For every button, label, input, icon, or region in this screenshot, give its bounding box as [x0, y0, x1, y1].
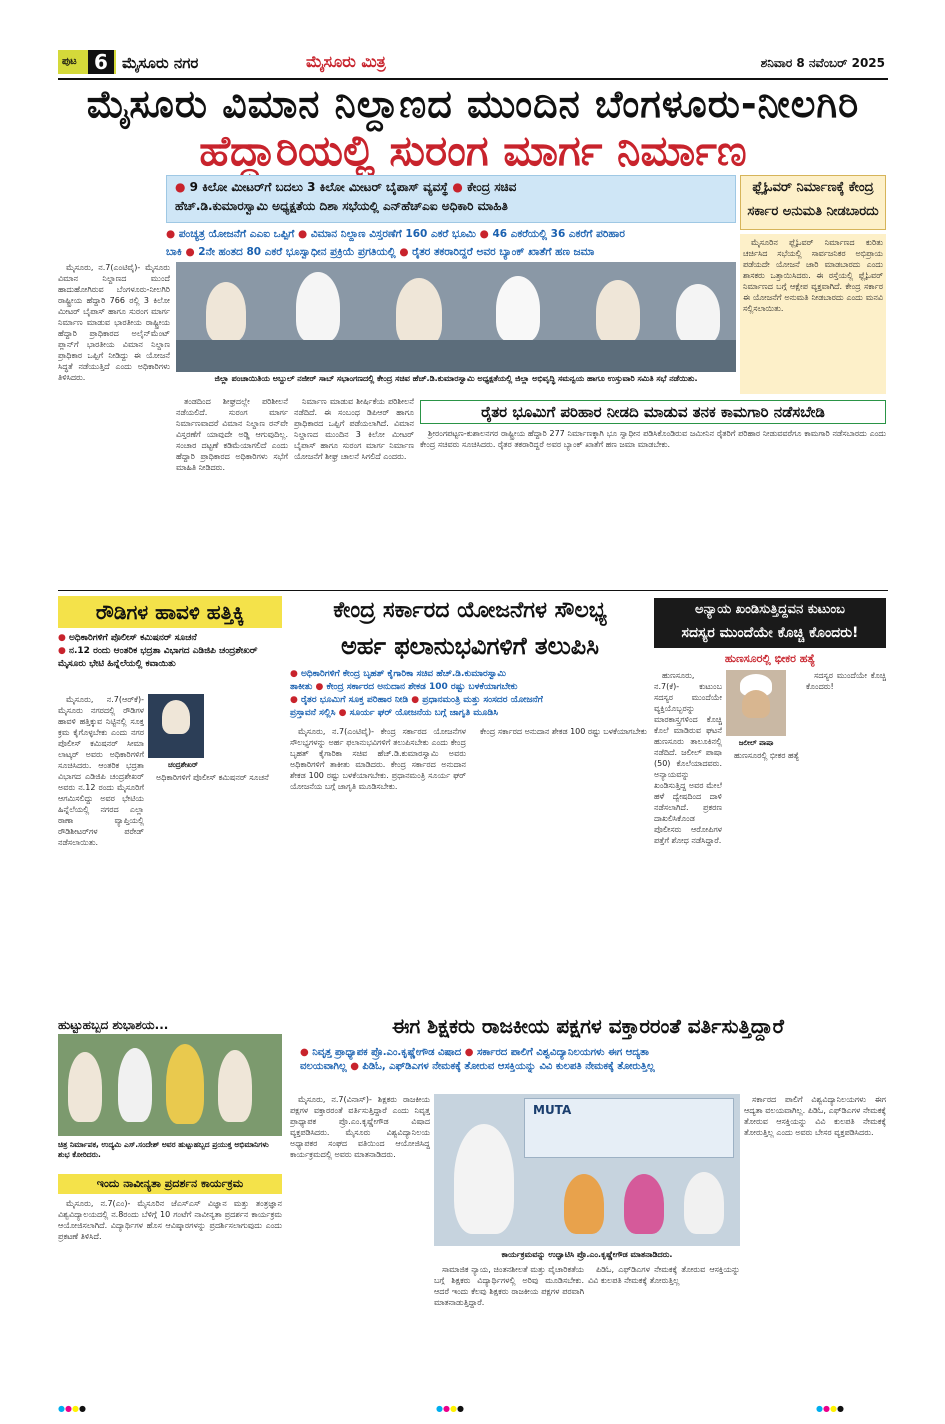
lead-body-col3-text: ನಿರ್ಮಾಣ ಮಾಡುವ ಶೀರ್ಷಿಕೆಯ ಪರಿಶೀಲನೆ ನಡೆದಿದೆ. ಈ ಸಂಬಂಧ ಡಿಪಿಆರ್ ಹಾಗೂ ಪ್ರಾಧಿಕಾರದ ಒಪ್ಪಿಗೆ ಪಡೆಯಲಾಗಿದೆ. ವಿಮಾನ ನಿಲ್ದಾಣದ ಮುಂದಿನ 3 ಕಿಲೋ ಮೀಟರ್ ಬೈಪಾಸ್ ಹಾಗೂ ಸುರಂಗ ಮಾರ್ಗ ನಿರ್ಮಾಣ ಯೋಜನೆಗೆ ಶೀಘ್ರ ಚಾಲನೆ ಸಿಗಲಿದೆ ಎಂದರು.	[294, 397, 414, 461]
photo-person	[68, 1052, 102, 1122]
yellow-dot-icon: ●	[829, 1404, 837, 1413]
rowdy-body-text: ಮೈಸೂರು, ನ.7(ಆರ್‌ಕೆ)- ಮೈಸೂರು ನಗರದಲ್ಲಿ ರೌಡಿಗಳ ಹಾವಳಿ ಹತ್ತಿಕ್ಕುವ ನಿಟ್ಟಿನಲ್ಲಿ ಸೂಕ್ತ ಕ್ರಮ ಕೈಗೊಳ್ಳಬೇಕು ಎಂದು ನಗರ ಪೊಲೀಸ್ ಕಮಿಷನರ್ ಸೀಮಾ ಲಾಟ್ಕರ್ ಅವರು ಅಧಿಕಾರಿಗಳಿಗೆ ಸೂಚಿಸಿದರು. ಆಂತರಿಕ ಭದ್ರತಾ ವಿಭಾಗದ ಎಡಿಜಿಪಿ ಚಂದ್ರಶೇಖರ್ ಅವರು ನ.12 ರಂದು ಮೈಸೂರಿಗೆ ಆಗಮಿಸಲಿದ್ದು ಅವರ ಭೇಟಿಯ ಹಿನ್ನೆಲೆಯಲ್ಲಿ ನಗರದ ಎಲ್ಲಾ ಠಾಣಾ ವ್ಯಾಪ್ತಿಯಲ್ಲಿ ರೌಡಿಶೀಟರ್‌ಗಳ ಪರೇಡ್ ನಡೆಸಲಾಯಿತು.	[58, 695, 144, 847]
teachers-body-mid2-text: ಪಿಡಿಓ, ಎಫ್‌ಡಿಎಗಳ ನೇಮಕಕ್ಕೆ ತೋರುವ ಆಸಕ್ತಿಯನ್ನು ವಿವಿ ಕುಲಪತಿ ನೇಮಕಕ್ಕೆ ತೋರುತ್ತಿಲ್ಲ	[588, 1265, 740, 1285]
brand-logo: ಮೈಸೂರು ಮಿತ್ರ	[306, 52, 386, 71]
cyan-dot-icon: ●	[436, 1404, 443, 1413]
exhibition-body	[58, 1198, 282, 1370]
murder-body-text-3: ಸದಸ್ಯರ ಮುಂದೆಯೇ ಕೊಚ್ಚಿ ಕೊಂದರು!	[806, 671, 886, 691]
bullet-icon: ●	[452, 180, 463, 194]
lead-sub-5: 2ನೇ ಹಂತದ 80 ಎಕರೆ ಭೂಸ್ವಾಧೀನ ಪ್ರಕ್ರಿಯೆ ಪ್ರಗತಿಯಲ್ಲಿ	[198, 246, 396, 258]
central-point-1b: ತಾಕೀತು	[290, 682, 313, 692]
photo-person	[624, 1174, 664, 1234]
photo-person	[396, 278, 442, 346]
murder-body-col2	[726, 750, 802, 966]
central-body-text: ಮೈಸೂರು, ನ.7(ಎಂಟಿವೈ)- ಕೇಂದ್ರ ಸರ್ಕಾರದ ಯೋಜನೆಗಳ ಸೌಲಭ್ಯಗಳನ್ನು ಅರ್ಹ ಫಲಾನುಭವಿಗಳಿಗೆ ತಲುಪಿಸಬೇಕು ಎಂದು ಕೇಂದ್ರ ಬೃಹತ್ ಕೈಗಾರಿಕಾ ಸಚಿವ ಹೆಚ್.ಡಿ.ಕುಮಾರಸ್ವಾಮಿ ಅವರು ಅಧಿಕಾರಿಗಳಿಗೆ ತಾಕೀತು ಮಾಡಿದರು. ಕೇಂದ್ರ ಸರ್ಕಾರದ ಅನುದಾನ ಶೇಕಡ 100 ರಷ್ಟು ಬಳಕೆಯಾಗಬೇಕು. ಪ್ರಧಾನಮಂತ್ರಿ ಸೂರ್ಯ ಘರ್ ಯೋಜನೆಯ ಬಗ್ಗೆ ಜಾಗೃತಿ ಮೂಡಿಸಬೇಕು.	[290, 727, 466, 791]
teachers-banner-text: MUTA	[533, 1103, 572, 1117]
teachers-body-left-text: ಮೈಸೂರು, ನ.7(ವಿನಾಸ್)- ಶಿಕ್ಷಕರು ರಾಜಕೀಯ ಪಕ್ಷಗಳ ವಕ್ತಾರರಂತೆ ವರ್ತಿಸುತ್ತಿದ್ದಾರೆ ಎಂದು ನಿವೃತ್ತ ಪ್ರಾಧ್ಯಾಪಕ ಪ್ರೊ.ಎಂ.ಕೃಷ್ಣೇಗೌಡ ವಿಷಾದ ವ್ಯಕ್ತಪಡಿಸಿದರು. ಮೈಸೂರು ವಿಶ್ವವಿದ್ಯಾನಿಲಯ ಅಧ್ಯಾಪಕರ ಸಂಘದ ವತಿಯಿಂದ ಆಯೋಜಿಸಿದ್ದ ಕಾರ್ಯಕ್ರಮದಲ್ಲಿ ಅವರು ಮಾತನಾಡಿದರು.	[290, 1095, 430, 1159]
lead-sub-2: ವಿಮಾನ ನಿಲ್ದಾಣ ವಿಸ್ತರಣೆಗೆ 160 ಎಕರೆ ಭೂಮಿ	[310, 228, 476, 240]
bullet-icon: ●	[464, 1047, 474, 1058]
murder-title-box	[654, 598, 886, 648]
photo-person	[564, 1174, 604, 1234]
teachers-point-2b: ವಲಯವಾಗಿಲ್ಲ	[300, 1061, 347, 1072]
lead-sub-6: ರೈತರ ತಕರಾರಿದ್ದರೆ ಅವರ ಬ್ಯಾಂಕ್ ಖಾತೆಗೆ ಹಣ ಜಮಾ	[412, 246, 595, 258]
farmers-body	[420, 428, 886, 578]
flyover-box-text: ಮೈಸೂರಿನ ಫ್ಲೈಓವರ್ ನಿರ್ಮಾಣದ ಕುರಿತು ಚರ್ಚಿಸಿದ ಸಭೆಯಲ್ಲಿ ಸಾರ್ವಜನಿಕರ ಅಭಿಪ್ರಾಯ ಪಡೆಯದೇ ಯೋಜನೆ ಜಾರಿ ಮಾಡಬಾರದು ಎಂದು ಶಾಸಕರು ಒತ್ತಾಯಿಸಿದರು. ಈ ರಸ್ತೆಯಲ್ಲಿ ಫ್ಲೈಓವರ್ ನಿರ್ಮಾಣದ ಬಗ್ಗೆ ಆಕ್ಷೇಪ ವ್ಯಕ್ತವಾಗಿದೆ. ಕೇಂದ್ರ ಸರ್ಕಾರ ಈ ಯೋಜನೆಗೆ ಅನುಮತಿ ನೀಡಬಾರದು ಎಂದು ಮನವಿ ಸಲ್ಲಿಸಲಾಯಿತು.	[743, 238, 883, 313]
magenta-dot-icon: ●	[822, 1404, 830, 1413]
birthday-title: ಹುಟ್ಟುಹಬ್ಬದ ಶುಭಾಶಯ...	[58, 1018, 169, 1032]
bullet-icon: ●	[185, 246, 195, 258]
flyover-box-title	[740, 175, 886, 230]
flyover-box-body	[740, 234, 886, 394]
birthday-caption: ಚಿತ್ರ ನಿರ್ಮಾಪಕ, ಉದ್ಯಮಿ ಎಸ್.ಸಂದೇಶ್ ಅವರ ಹುಟ್ಟುಹಬ್ಬದ ಪ್ರಯುಕ್ತ ಅಭಿಮಾನಿಗಳು ಶುಭ ಕೋರಿದರು.	[58, 1140, 269, 1159]
print-registration-marks	[58, 1404, 128, 1412]
murder-body-col1	[654, 670, 722, 966]
central-point-3: ರೈತರ ಭೂಮಿಗೆ ಸೂಕ್ತ ಪರಿಹಾರ ನೀಡಿ	[301, 695, 409, 705]
central-point-4: ಪ್ರಧಾನಮಂತ್ರಿ ಮತ್ತು ಸಂಸದರ ಯೋಜನೆಗೆ	[422, 695, 543, 705]
page-label: ಪುಟ	[62, 56, 77, 67]
section-divider	[58, 590, 888, 591]
black-dot-icon: ●	[456, 1404, 464, 1413]
farmers-title-band	[420, 400, 886, 424]
lead-highlight-2: ಕೇಂದ್ರ ಸಚಿವ	[467, 180, 517, 194]
bullet-icon: ●	[399, 246, 409, 258]
lead-photo-caption: ಜಿಲ್ಲಾ ಪಂಚಾಯಿತಿಯ ಅಬ್ದುಲ್ ನಜೀರ್ ಸಾಬ್ ಸಭಾಂಗಣದಲ್ಲಿ ಕೇಂದ್ರ ಸಚಿವ ಹೆಚ್.ಡಿ.ಕುಮಾರಸ್ವಾಮಿ ಅಧ್ಯಕ್ಷತೆಯಲ್ಲಿ ಜಿಲ್ಲಾ ಅಭಿವೃದ್ಧಿ ಸಮನ್ವಯ ಹಾಗೂ ಉಸ್ತುವಾರಿ ಸಮಿತಿ ಸಭೆ ನಡೆಯಿತು.	[214, 374, 698, 383]
rowdy-point-2: ನ.12 ರಂದು ಆಂತರಿಕ ಭದ್ರತಾ ವಿಭಾಗದ ಎಡಿಜಿಪಿ ಚಂದ್ರಶೇಖರ್ ಮೈಸೂರು ಭೇಟಿ ಹಿನ್ನೆಲೆಯಲ್ಲಿ ಕವಾಯಿತು	[58, 646, 258, 669]
photo-person	[454, 1124, 514, 1234]
lead-body-col2	[176, 396, 288, 578]
photo-person	[596, 280, 640, 344]
teachers-body-mid	[434, 1264, 584, 1370]
rowdy-points	[58, 632, 282, 671]
central-point-1: ಅಧಿಕಾರಿಗಳಿಗೆ ಕೇಂದ್ರ ಬೃಹತ್ ಕೈಗಾರಿಕಾ ಸಚಿವ ಹೆಚ್.ಡಿ.ಕುಮಾರಸ್ವಾಮಿ	[301, 669, 506, 679]
lead-body-col3	[294, 396, 414, 578]
lead-sub-3: 46 ಎಕರೆಯಲ್ಲಿ 36 ಎಕರೆಗೆ ಪರಿಹಾರ	[492, 228, 625, 240]
birthday-photo	[58, 1034, 282, 1136]
lead-highlight-3: ಹೆಚ್.ಡಿ.ಕುಮಾರಸ್ವಾಮಿ ಅಧ್ಯಕ್ಷತೆಯ ದಿಶಾ ಸಭೆಯಲ್ಲಿ ಎನ್‌ಹೆಚ್‌ಎಐ ಅಧಿಕಾರಿ ಮಾಹಿತಿ	[175, 199, 508, 213]
central-body-col1	[290, 726, 466, 966]
bullet-icon: ●	[166, 228, 176, 240]
page-number: 6	[88, 50, 114, 74]
teachers-point-1: ನಿವೃತ್ತ ಪ್ರಾಧ್ಯಾಪಕ ಪ್ರೊ.ಎಂ.ಕೃಷ್ಣೇಗೌಡ ವಿಷಾದ	[312, 1047, 462, 1058]
rowdy-body-col1	[58, 694, 144, 966]
exhibition-title-box	[58, 1174, 282, 1194]
photo-person	[166, 1044, 204, 1124]
teachers-point-2: ಸರ್ಕಾರದ ಪಾಲಿಗೆ ವಿಶ್ವವಿದ್ಯಾನಿಲಯಗಳು ಈಗ ಆದ್ಯತಾ	[476, 1047, 649, 1058]
cyan-dot-icon: ●	[816, 1404, 823, 1413]
lead-highlight-1: 9 ಕಿಲೋ ಮೀಟರ್‌ಗೆ ಬದಲು 3 ಕಿಲೋ ಮೀಟರ್ ಬೈಪಾಸ್ ವ್ಯವಸ್ಥೆ	[189, 180, 449, 194]
rowdy-photo-label: ಚಂದ್ರಶೇಖರ್	[168, 761, 198, 769]
bullet-icon: ●	[58, 633, 66, 643]
teachers-points	[300, 1046, 886, 1074]
central-body-text-2: ಕೇಂದ್ರ ಸರ್ಕಾರದ ಅನುದಾನ ಶೇಕಡ 100 ರಷ್ಟು ಬಳಕೆಯಾಗಬೇಕು	[480, 727, 647, 736]
murder-body-col3	[806, 670, 886, 966]
central-point-5: ಸೂರ್ಯ ಘರ್ ಯೋಜನೆಯ ಬಗ್ಗೆ ಜಾಗೃತಿ ಮೂಡಿಸಿ	[349, 708, 498, 718]
exhibition-title: ಇಂದು ನಾವೀನ್ಯತಾ ಪ್ರದರ್ಶನ ಕಾರ್ಯಕ್ರಮ	[96, 1177, 244, 1190]
rowdy-body-text-2: ಅಧಿಕಾರಿಗಳಿಗೆ ಪೊಲೀಸ್ ಕಮಿಷನರ್ ಸೂಚನೆ	[156, 773, 269, 782]
teachers-banner	[524, 1098, 734, 1158]
bullet-icon: ●	[175, 180, 186, 194]
rowdy-title-box	[58, 596, 282, 628]
teachers-photo-caption: ಕಾರ್ಯಕ್ರಮವನ್ನು ಉದ್ಘಾಟಿಸಿ ಪ್ರೊ.ಎಂ.ಕೃಷ್ಣೇಗೌಡ ಮಾತನಾಡಿದರು.	[501, 1250, 673, 1259]
central-body-col2	[472, 726, 650, 966]
rowdy-title: ರೌಡಿಗಳ ಹಾವಳಿ ಹತ್ತಿಕ್ಕಿ	[95, 600, 245, 624]
photo-person	[296, 272, 340, 342]
header-rule	[58, 78, 888, 80]
lead-headline-line2: ಹೆದ್ದಾರಿಯಲ್ಲಿ ಸುರಂಗ ಮಾರ್ಗ ನಿರ್ಮಾಣ	[199, 126, 747, 175]
murder-body-text: ಹುಣಸೂರು, ನ.7(ಕೆ)- ಕುಟುಂಬ ಸದಸ್ಯರ ಮುಂದೆಯೇ ವ್ಯಕ್ತಿಯೊಬ್ಬರನ್ನು ಮಾರಕಾಸ್ತ್ರಗಳಿಂದ ಕೊಚ್ಚಿ ಕೊಲೆ ಮಾಡಿರುವ ಘಟನೆ ಹುಣಸೂರು ತಾಲೂಕಿನಲ್ಲಿ ನಡೆದಿದೆ. ಜಲೀಲ್ ಪಾಷಾ (50) ಕೊಲೆಯಾದವರು. ಅನ್ಯಾಯವನ್ನು ಖಂಡಿಸುತ್ತಿದ್ದ ಅವರ ಮೇಲೆ ಹಳೆ ದ್ವೇಷದಿಂದ ದಾಳಿ ನಡೆಸಲಾಗಿದೆ. ಪ್ರಕರಣ ದಾಖಲಿಸಿಕೊಂಡ ಪೊಲೀಸರು ಆರೋಪಿಗಳ ಪತ್ತೆಗೆ ಶೋಧ ನಡೆಸಿದ್ದಾರೆ.	[654, 671, 722, 845]
photo-person	[118, 1048, 152, 1122]
photo-person	[742, 690, 770, 718]
lead-meeting-photo	[176, 262, 736, 372]
photo-person	[684, 1172, 724, 1234]
teachers-event-photo	[434, 1094, 740, 1246]
lead-headline-line1: ಮೈಸೂರು ವಿಮಾನ ನಿಲ್ದಾಣದ ಮುಂದಿನ ಬೆಂಗಳೂರು-ನೀಲಗಿರಿ	[86, 82, 860, 126]
teachers-point-3: ಪಿಡಿಓ, ಎಫ್‌ಡಿಎಗಳ ನೇಮಕಕ್ಕೆ ತೋರುವ ಆಸಕ್ತಿಯನ್ನು ವಿವಿ ಕುಲಪತಿ ನೇಮಕಕ್ಕೆ ತೋರುತ್ತಿಲ್ಲ	[362, 1061, 655, 1072]
bullet-icon: ●	[300, 1047, 309, 1058]
bullet-icon: ●	[350, 1061, 359, 1072]
lead-highlight-band	[166, 175, 736, 223]
teachers-body-right	[744, 1094, 886, 1370]
bullet-icon: ●	[290, 669, 298, 679]
teachers-title: ಈಗ ಶಿಕ್ಷಕರು ರಾಜಕೀಯ ಪಕ್ಷಗಳ ವಕ್ತಾರರಂತೆ ವರ್ತಿಸುತ್ತಿದ್ದಾರೆ	[392, 1014, 784, 1038]
bullet-icon: ●	[338, 708, 347, 718]
lead-sub-1: ಪಂಚ್ಯತ್ರ ಯೋಜನೆಗೆ ಎಎಐ ಒಪ್ಪಿಗೆ	[178, 228, 295, 240]
bullet-icon: ●	[411, 695, 420, 705]
magenta-dot-icon: ●	[442, 1404, 450, 1413]
page-number-box	[58, 50, 116, 74]
murder-body-text-2: ಹುಣಸೂರಲ್ಲಿ ಭೀಕರ ಹತ್ಯೆ	[734, 751, 800, 760]
yellow-dot-icon: ●	[71, 1404, 79, 1413]
exhibition-body-text: ಮೈಸೂರು, ನ.7(ಎಂ)- ಮೈಸೂರಿನ ಜೆಎಸ್‌ಎಸ್ ವಿಜ್ಞಾನ ಮತ್ತು ತಂತ್ರಜ್ಞಾನ ವಿಶ್ವವಿದ್ಯಾಲಯದಲ್ಲಿ ನ.8ರಂದು ಬೆಳಿಗ್ಗೆ 10 ಗಂಟೆಗೆ ನಾವೀನ್ಯತಾ ಪ್ರದರ್ಶನ ಕಾರ್ಯಕ್ರಮ ಆಯೋಜಿಸಲಾಗಿದೆ. ವಿದ್ಯಾರ್ಥಿಗಳ ಹೊಸ ಆವಿಷ್ಕಾರಗಳನ್ನು ಪ್ರದರ್ಶಿಸಲಾಗುವುದು ಎಂದು ಪ್ರಕಟಣೆ ತಿಳಿಸಿದೆ.	[58, 1199, 282, 1241]
central-points	[290, 668, 650, 720]
print-registration-marks	[436, 1404, 506, 1412]
bullet-icon: ●	[298, 228, 308, 240]
central-title-line1: ಕೇಂದ್ರ ಸರ್ಕಾರದ ಯೋಜನೆಗಳ ಸೌಲಭ್ಯ	[333, 598, 607, 623]
bullet-icon: ●	[479, 228, 489, 240]
murder-photo-label: ಜಲೀಲ್ ಪಾಷಾ	[738, 739, 774, 747]
black-dot-icon: ●	[836, 1404, 844, 1413]
lead-body-col1	[58, 262, 170, 404]
rowdy-officer-photo	[148, 694, 204, 758]
photo-person	[162, 700, 190, 734]
print-registration-marks	[816, 1404, 886, 1412]
rowdy-body-col2	[148, 772, 282, 966]
flyover-title-line1: ಫ್ಲೈಓವರ್ ನಿರ್ಮಾಣಕ್ಕೆ ಕೇಂದ್ರ	[752, 180, 874, 195]
photo-person	[676, 284, 720, 344]
teachers-body-mid-text: ಸಾಮಾಜಿಕ ನ್ಯಾಯ, ಚಿಂತನಶೀಲತೆ ಮತ್ತು ವೈಚಾರಿಕತೆಯ ಬಗ್ಗೆ ಶಿಕ್ಷಕರು ವಿದ್ಯಾರ್ಥಿಗಳಲ್ಲಿ ಅರಿವು ಮೂಡಿಸಬೇಕು. ಆದರೆ ಇಂದು ಕೆಲವು ಶಿಕ್ಷಕರು ರಾಜಕೀಯ ಪಕ್ಷಗಳ ಪರವಾಗಿ ಮಾತನಾಡುತ್ತಿದ್ದಾರೆ.	[434, 1265, 584, 1307]
central-point-2: ಕೇಂದ್ರ ಸರ್ಕಾರದ ಅನುದಾನ ಶೇಕಡ 100 ರಷ್ಟು ಬಳಕೆಯಾಗಬೇಕು	[326, 682, 518, 692]
rowdy-point-1: ಅಧಿಕಾರಿಗಳಿಗೆ ಪೊಲೀಸ್ ಕಮಿಷನರ್ ಸೂಚನೆ	[69, 633, 197, 643]
issue-date: ಶನಿವಾರ 8 ನವೆಂಬರ್ 2025	[760, 56, 885, 70]
magenta-dot-icon: ●	[64, 1404, 72, 1413]
photo-table	[176, 340, 736, 372]
farmers-body-text: ಶ್ರೀರಂಗಪಟ್ಟಣ-ಕುಶಾಲನಗರ ರಾಷ್ಟ್ರೀಯ ಹೆದ್ದಾರಿ 277 ನಿರ್ಮಾಣಕ್ಕಾಗಿ ಭೂ ಸ್ವಾಧೀನ ಪಡಿಸಿಕೊಂಡಿರುವ ಜಮೀನಿನ ರೈತರಿಗೆ ಪರಿಹಾರ ನೀಡುವವರೆಗೂ ಕಾಮಗಾರಿ ನಡೆಸಬಾರದು ಎಂದು ಕೇಂದ್ರ ಸಚಿವರು ಸೂಚಿಸಿದರು. ರೈತರ ತಕರಾರಿದ್ದರೆ ಅವರ ಬ್ಯಾಂಕ್ ಖಾತೆಗೆ ಹಣ ಜಮಾ ಮಾಡಬೇಕು.	[420, 429, 886, 449]
section-name: ಮೈಸೂರು ನಗರ	[122, 54, 199, 72]
murder-title-line2: ಸದಸ್ಯರ ಮುಂದೆಯೇ ಕೊಚ್ಚಿ ಕೊಂದರು!	[681, 625, 859, 641]
teachers-body-left	[290, 1094, 430, 1370]
bullet-icon: ●	[58, 646, 66, 656]
teachers-body-mid2	[588, 1264, 740, 1370]
central-title-line2: ಅರ್ಹ ಫಲಾನುಭವಿಗಳಿಗೆ ತಲುಪಿಸಿ	[341, 632, 599, 660]
yellow-dot-icon: ●	[449, 1404, 457, 1413]
flyover-title-line2: ಸರ್ಕಾರ ಅನುಮತಿ ನೀಡಬಾರದು	[747, 204, 879, 219]
bullet-icon: ●	[290, 695, 298, 705]
lead-sub-highlights	[166, 225, 736, 261]
murder-kicker: ಹುಣಸೂರಲ್ಲಿ ಭೀಕರ ಹತ್ಯೆ	[724, 652, 816, 665]
photo-person	[206, 282, 246, 342]
central-point-4b: ಪ್ರಸ್ತಾವನೆ ಸಲ್ಲಿಸಿ	[290, 708, 336, 718]
lead-body-col1-text: ಮೈಸೂರು, ನ.7(ಎಂಟಿವೈ)- ಮೈಸೂರು ವಿಮಾನ ನಿಲ್ದಾಣದ ಮುಂದೆ ಹಾದುಹೋಗಿರುವ ಬೆಂಗಳೂರು-ನೀಲಗಿರಿ ರಾಷ್ಟ್ರೀಯ ಹೆದ್ದಾರಿ 766 ರಲ್ಲಿ 3 ಕಿಲೋ ಮೀಟರ್ ಬೈಪಾಸ್ ಹಾಗೂ ಸುರಂಗ ಮಾರ್ಗ ನಿರ್ಮಾಣ ಮಾಡುವ ಭಾರತೀಯ ರಾಷ್ಟ್ರೀಯ ಹೆದ್ದಾರಿ ಪ್ರಾಧಿಕಾರದ ಅಲೈನ್‌ಮೆಂಟ್ ಪ್ಲಾನ್‌ಗೆ ಭಾರತೀಯ ವಿಮಾನ ನಿಲ್ದಾಣ ಪ್ರಾಧಿಕಾರ ಒಪ್ಪಿಗೆ ನೀಡಿದ್ದು ಈ ಯೋಜನೆ ಸಿದ್ಧತೆ ನಡೆಯುತ್ತಿದೆ ಎಂದು ಅಧಿಕಾರಿಗಳು ತಿಳಿಸಿದರು.	[58, 263, 170, 382]
photo-person	[218, 1050, 252, 1122]
black-dot-icon: ●	[78, 1404, 86, 1413]
cyan-dot-icon: ●	[58, 1404, 65, 1413]
murder-victim-photo	[726, 670, 786, 736]
murder-title-line1: ಅನ್ಯಾಯ ಖಂಡಿಸುತ್ತಿದ್ದವನ ಕುಟುಂಬ	[695, 602, 845, 617]
farmers-title: ರೈತರ ಭೂಮಿಗೆ ಪರಿಹಾರ ನೀಡದಿ ಮಾಡುವ ತನಕ ಕಾಮಗಾರಿ ನಡೆಸಬೇಡಿ	[481, 403, 825, 421]
teachers-body-right-text: ಸರ್ಕಾರದ ಪಾಲಿಗೆ ವಿಶ್ವವಿದ್ಯಾನಿಲಯಗಳು ಈಗ ಆದ್ಯತಾ ವಲಯವಾಗಿಲ್ಲ. ಪಿಡಿಓ, ಎಫ್‌ಡಿಎಗಳ ನೇಮಕಕ್ಕೆ ತೋರುವ ಆಸಕ್ತಿಯನ್ನು ವಿವಿ ಕುಲಪತಿ ನೇಮಕಕ್ಕೆ ತೋರುತ್ತಿಲ್ಲ ಎಂದು ಅವರು ಬೇಸರ ವ್ಯಕ್ತಪಡಿಸಿದರು.	[744, 1095, 886, 1137]
lead-sub-4: ಬಾಕಿ	[166, 246, 182, 258]
bullet-icon: ●	[315, 682, 324, 692]
photo-person	[496, 276, 540, 342]
lead-body-col2-text: ತಂಡದಿಂದ ಶೀಘ್ರದಲ್ಲೇ ಪರಿಶೀಲನೆ ನಡೆಯಲಿದೆ. ಸುರಂಗ ಮಾರ್ಗ ನಿರ್ಮಾಣವಾದರೆ ವಿಮಾನ ನಿಲ್ದಾಣ ರನ್‌ವೇ ವಿಸ್ತರಣೆಗೆ ಯಾವುದೇ ಅಡ್ಡಿ ಆಗುವುದಿಲ್ಲ. ಸಂಚಾರ ದಟ್ಟಣೆ ಕಡಿಮೆಯಾಗಲಿದೆ ಎಂದು ಹೆದ್ದಾರಿ ಪ್ರಾಧಿಕಾರದ ಅಧಿಕಾರಿಗಳು ಸಭೆಗೆ ಮಾಹಿತಿ ನೀಡಿದರು.	[176, 397, 288, 472]
